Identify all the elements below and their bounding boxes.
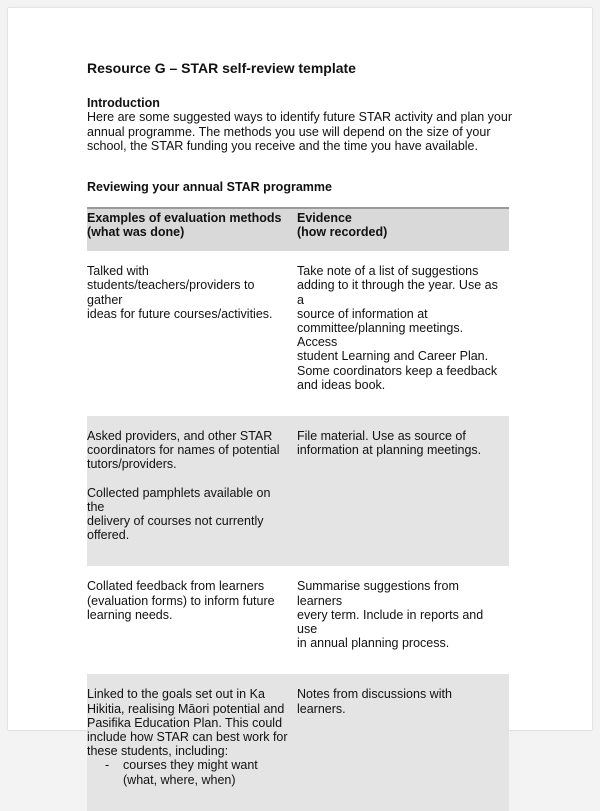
evidence-cell: File material. Use as source of information at planning meetings. [297,429,482,458]
bullet-item: - courses they might want (what, where, when) [105,758,258,787]
header-evidence: Evidence (how recorded) [297,210,388,239]
table-header-row [87,208,509,251]
section-heading: Reviewing your annual STAR programme [87,179,332,194]
document-title: Resource G – STAR self-review template [87,60,356,76]
document-page [8,8,592,787]
evidence-cell: Summarise suggestions from learners every term. Include in reports and use in annual planning process. [297,579,484,651]
evidence-cell: Take note of a list of suggestions adding to it through the year. Use as a source of information at committee/planning meetings. Access student Learning and Career Plan. Some coordinators keep a feedback and ideas book. [297,264,498,392]
header-methods: Examples of evaluation methods (what was done) [87,210,282,239]
method-cell: Linked to the goals set out in Ka Hikitia, realising Māori potential and Pasifika Education Plan. This could include how STAR can best work for these students, including: - courses they might want (what, where, when) [87,674,297,810]
intro-line: annual programme. The methods you use will depend on the size of your [87,124,491,139]
intro-line: school, the STAR funding you receive and the time you have available. [87,139,478,154]
table-row [87,674,509,810]
method-cell: Talked with students/teachers/providers to gather ideas for future courses/activities. [87,264,273,321]
dash-bullet: - [105,758,110,773]
intro-paragraph [87,110,517,154]
intro-heading: Introduction [87,96,160,110]
table-row [87,566,509,674]
method-cell: Asked providers, and other STAR coordinators for names of potential tutors/providers. Collected pamphlets available on the delivery of courses not currently offered. [87,416,297,566]
method-cell: Collated feedback from learners (evaluation forms) to inform future learning needs. [87,579,275,622]
evidence-cell: Notes from discussions with learners. [297,687,452,716]
table-row [87,416,509,566]
review-table [87,207,509,811]
table-row [87,251,509,416]
method-extra-paragraph: Collected pamphlets available on the delivery of courses not currently offered. [87,485,271,543]
document-content [87,60,517,811]
intro-line: Here are some suggested ways to identify future STAR activity and plan your [87,110,512,124]
